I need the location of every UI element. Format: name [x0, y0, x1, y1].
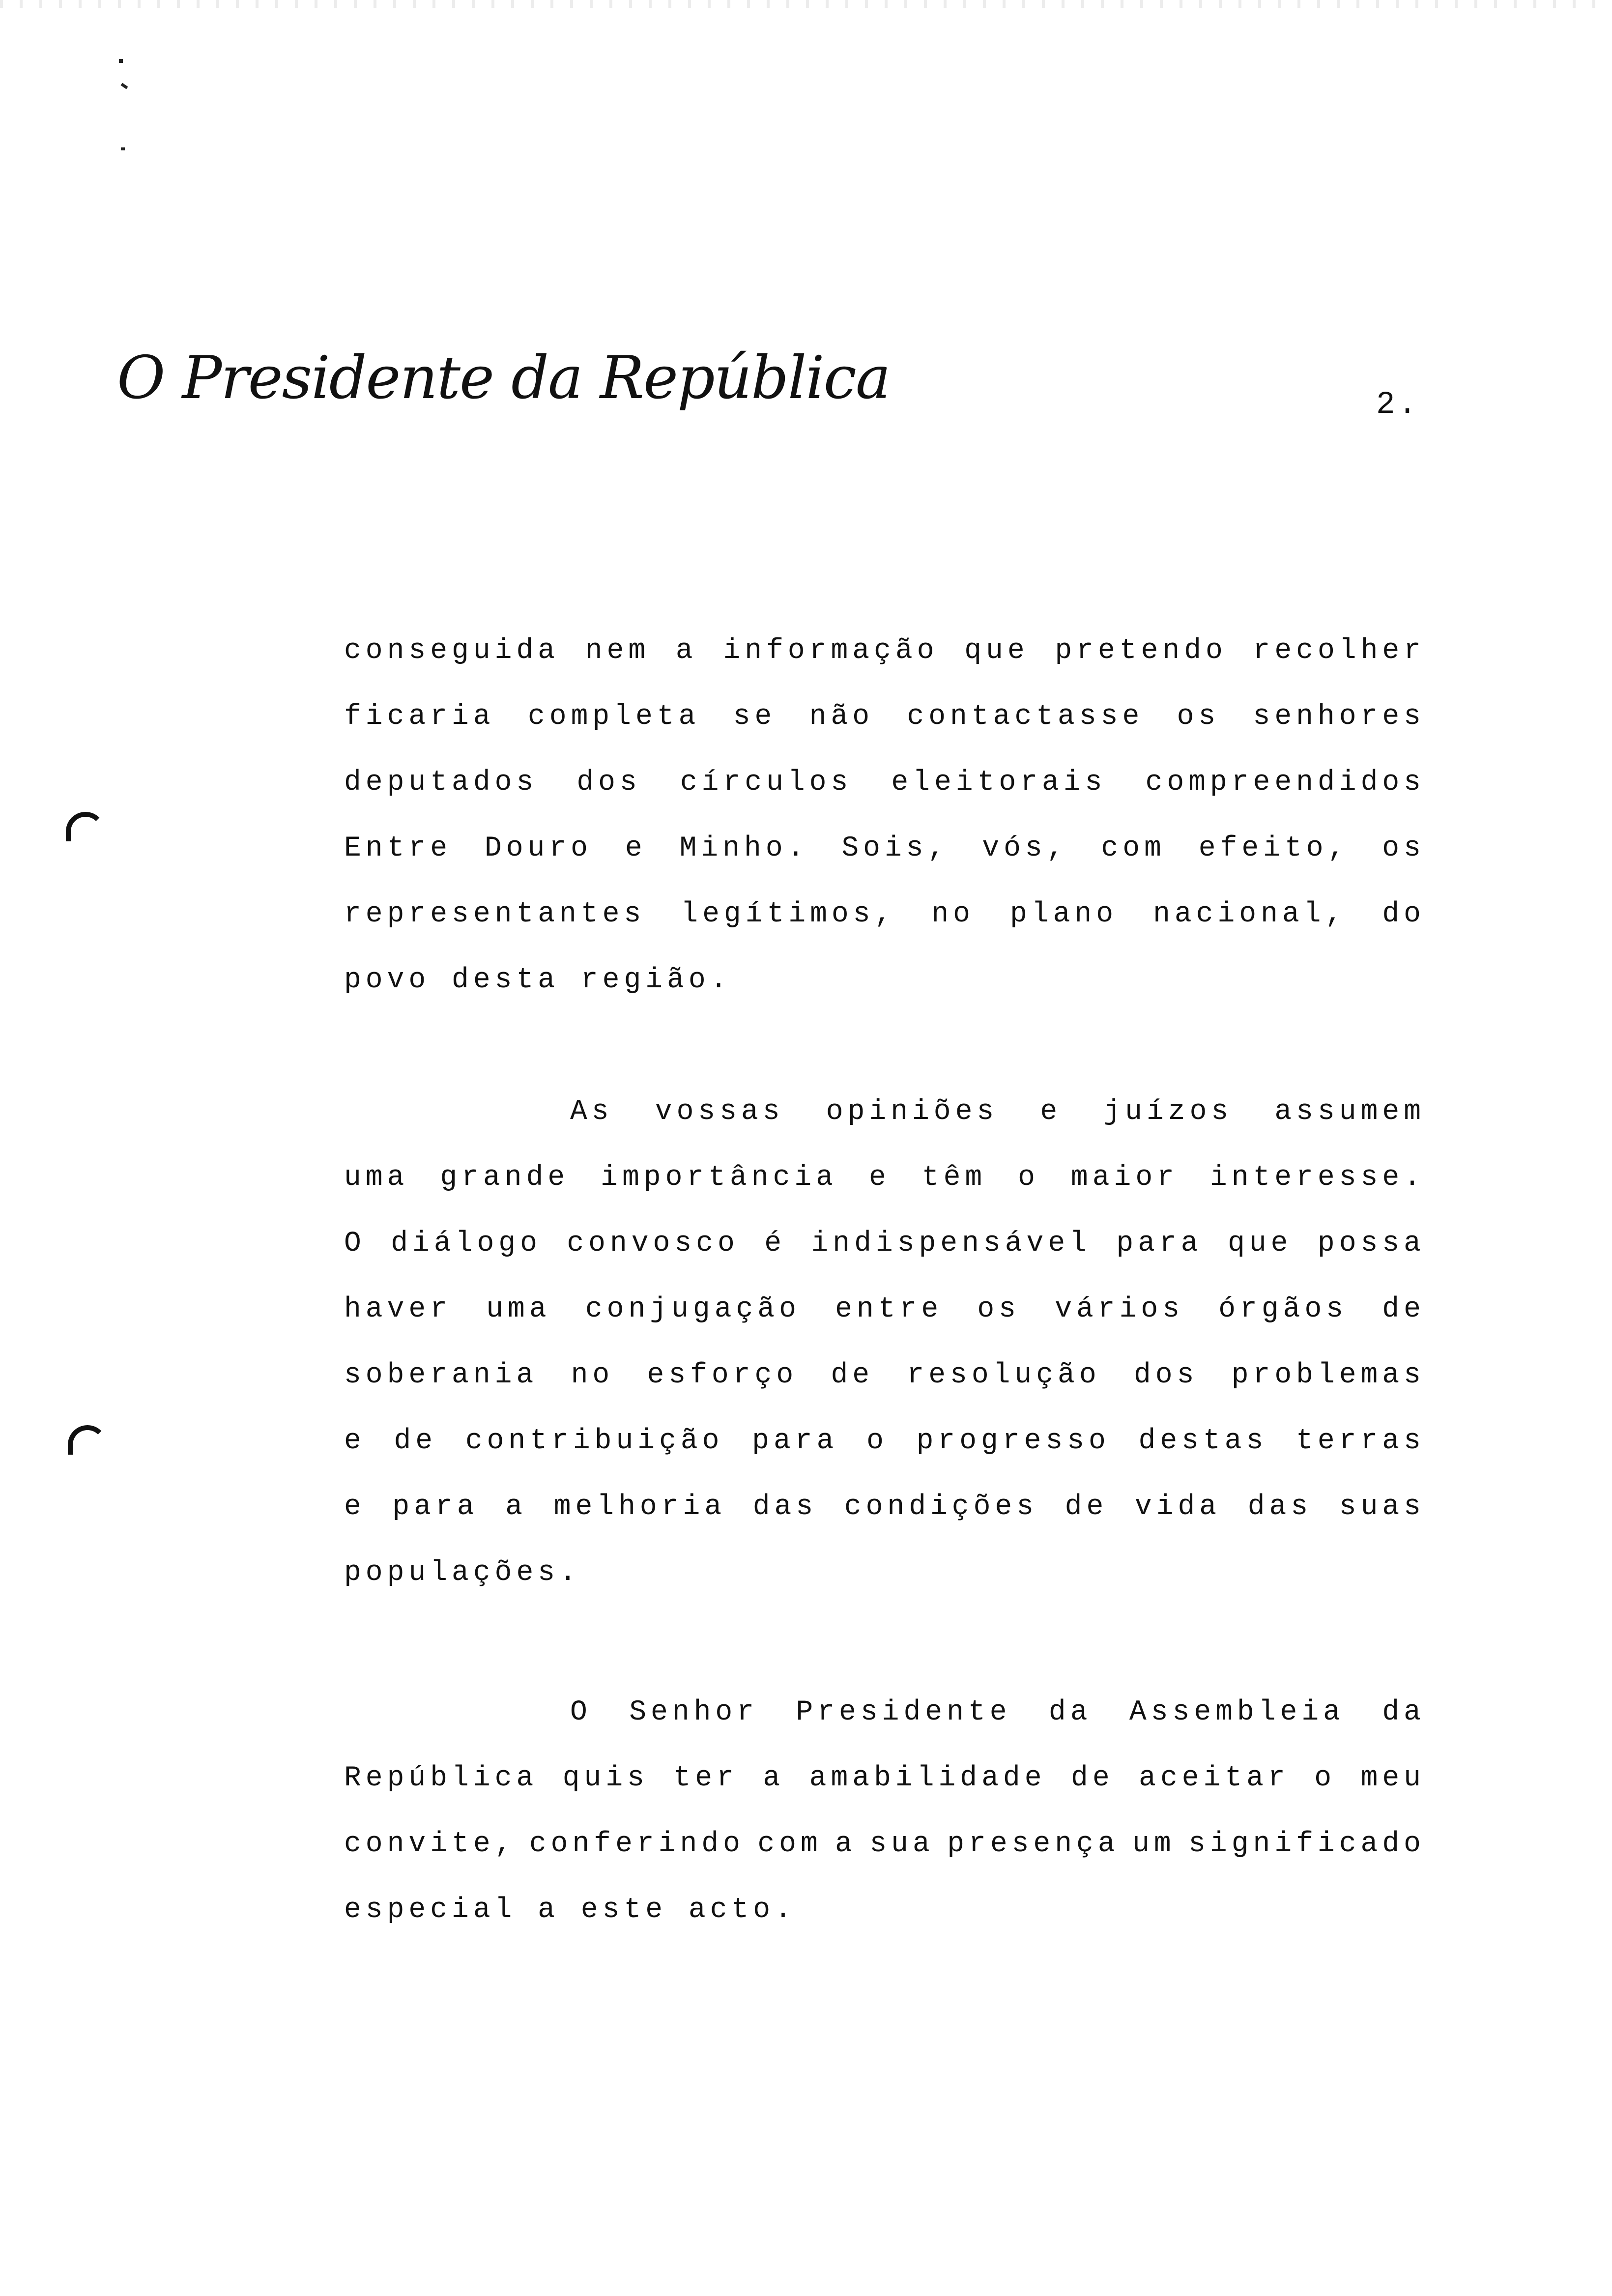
word: para: [1116, 1228, 1203, 1260]
word: de: [394, 1425, 437, 1457]
word: dos: [576, 767, 641, 799]
word: a: [505, 1491, 527, 1523]
paragraph-2: [344, 1079, 1425, 1606]
word: Senhor: [629, 1696, 759, 1728]
word: que: [1228, 1228, 1293, 1260]
word: maior: [1070, 1162, 1179, 1194]
text-line: [344, 1474, 1425, 1540]
word: As: [570, 1096, 613, 1128]
word: Minho.: [679, 832, 809, 864]
word: grande: [440, 1162, 570, 1194]
word: e: [625, 832, 647, 864]
paragraph-3: [344, 1680, 1425, 1943]
word: recolher: [1253, 635, 1425, 667]
word: nacional,: [1153, 898, 1347, 930]
paragraph-1: [344, 618, 1425, 1013]
text-line: [344, 1277, 1425, 1343]
word: os: [977, 1293, 1020, 1325]
text-line: [344, 1211, 1425, 1277]
word: presença: [947, 1828, 1120, 1860]
word: amabilidade: [809, 1762, 1046, 1794]
word: a: [675, 635, 697, 667]
word: das: [752, 1491, 818, 1523]
word: meu: [1360, 1762, 1425, 1794]
word: é: [764, 1228, 786, 1260]
word: convosco: [567, 1228, 739, 1260]
text-line: [344, 816, 1425, 882]
word: conferindo: [529, 1828, 745, 1860]
word: Presidente: [796, 1696, 1011, 1728]
word: contactasse: [907, 701, 1144, 733]
mark-dot-3: [121, 147, 125, 150]
word: importância: [601, 1162, 838, 1194]
word: a: [835, 1828, 857, 1860]
word: que: [964, 635, 1029, 667]
word: compreendidos: [1145, 767, 1425, 799]
mark-dot-2: [121, 83, 128, 89]
text-line: [344, 618, 1425, 684]
word: O: [570, 1696, 592, 1728]
scan-marks: [114, 54, 134, 162]
mark-dot-1: [119, 59, 123, 63]
text-line: [344, 1877, 1425, 1943]
word: conseguida: [344, 635, 560, 667]
text-line: [344, 1540, 1425, 1606]
word: haver: [344, 1293, 452, 1325]
text-line: [344, 684, 1425, 750]
text-line: [344, 1811, 1425, 1877]
word: órgãos: [1218, 1293, 1348, 1325]
word: convite,: [344, 1828, 517, 1860]
word: com: [757, 1828, 822, 1860]
word: uma: [344, 1162, 409, 1194]
word: resolução: [907, 1359, 1101, 1391]
text-line: [344, 1680, 1425, 1746]
word: significado: [1188, 1828, 1425, 1860]
word: ter: [673, 1762, 738, 1794]
word: se: [733, 701, 777, 733]
word: populações.: [344, 1557, 581, 1589]
word: senhores: [1253, 701, 1425, 733]
word: vós,: [982, 832, 1068, 864]
word: com: [1101, 832, 1166, 864]
word: de: [1065, 1491, 1108, 1523]
text-line: [344, 1079, 1425, 1145]
text-line: [344, 882, 1425, 947]
word: os: [1382, 832, 1425, 864]
word: especial a este acto.: [344, 1894, 796, 1926]
word: de: [1071, 1762, 1114, 1794]
word: e: [1040, 1096, 1062, 1128]
word: efeito,: [1198, 832, 1350, 864]
word: uma: [486, 1293, 551, 1325]
word: esforço: [647, 1359, 798, 1391]
word: a: [763, 1762, 785, 1794]
word: interesse.: [1209, 1162, 1425, 1194]
text-line: [344, 1343, 1425, 1408]
page-number: 2.: [1376, 387, 1420, 423]
word: ficaria: [344, 701, 495, 733]
word: pretendo: [1055, 635, 1227, 667]
word: e: [869, 1162, 891, 1194]
word: Assembleia: [1129, 1696, 1345, 1728]
word: juízos: [1103, 1096, 1233, 1128]
punch-hole-bottom: [68, 1425, 107, 1455]
word: o: [1018, 1162, 1039, 1194]
word: quis: [562, 1762, 649, 1794]
word: de: [831, 1359, 874, 1391]
word: da: [1382, 1696, 1425, 1728]
word: não: [809, 701, 874, 733]
word: suas: [1339, 1491, 1425, 1523]
word: progresso: [916, 1425, 1110, 1457]
text-line: [344, 947, 1425, 1013]
word: no: [931, 898, 975, 930]
word: os: [1177, 701, 1220, 733]
word: sua: [869, 1828, 934, 1860]
word: vida: [1134, 1491, 1221, 1523]
word: República: [344, 1762, 538, 1794]
word: legítimos,: [681, 898, 896, 930]
word: no: [571, 1359, 614, 1391]
word: assumem: [1274, 1096, 1425, 1128]
word: problemas: [1231, 1359, 1425, 1391]
word: destas: [1138, 1425, 1268, 1457]
word: plano: [1010, 898, 1118, 930]
word: eleitorais: [891, 767, 1107, 799]
word: opiniões: [826, 1096, 999, 1128]
word: Douro: [484, 832, 592, 864]
word: nem: [585, 635, 650, 667]
letterhead-title: O Presidente da República: [117, 344, 890, 412]
word: povo desta região.: [344, 964, 732, 996]
text-line: [344, 1145, 1425, 1211]
word: e: [344, 1491, 366, 1523]
word: para: [392, 1491, 479, 1523]
word: dos: [1133, 1359, 1199, 1391]
word: o: [866, 1425, 888, 1457]
word: do: [1382, 898, 1425, 930]
word: contribuição: [465, 1425, 724, 1457]
word: soberania: [344, 1359, 538, 1391]
word: condições: [844, 1491, 1038, 1523]
text-line: [344, 1746, 1425, 1811]
word: aceitar: [1139, 1762, 1290, 1794]
word: indispensável: [811, 1228, 1091, 1260]
word: Sois,: [841, 832, 950, 864]
word: completa: [527, 701, 700, 733]
word: um: [1132, 1828, 1176, 1860]
word: da: [1048, 1696, 1092, 1728]
word: entre: [835, 1293, 943, 1325]
word: vários: [1055, 1293, 1184, 1325]
word: terras: [1296, 1425, 1425, 1457]
text-line: [344, 750, 1425, 816]
word: diálogo: [391, 1228, 542, 1260]
word: têm: [921, 1162, 987, 1194]
word: para: [752, 1425, 838, 1457]
text-line: [344, 1408, 1425, 1474]
word: Entre: [344, 832, 452, 864]
word: círculos: [680, 767, 853, 799]
word: melhoria: [553, 1491, 726, 1523]
word: o: [1314, 1762, 1336, 1794]
punch-hole-top: [66, 812, 105, 841]
word: de: [1382, 1293, 1425, 1325]
word: vossas: [655, 1096, 784, 1128]
word: e: [344, 1425, 366, 1457]
word: das: [1247, 1491, 1313, 1523]
word: possa: [1317, 1228, 1425, 1260]
word: conjugação: [585, 1293, 801, 1325]
word: O: [344, 1228, 366, 1260]
word: informação: [723, 635, 939, 667]
word: deputados: [344, 767, 538, 799]
scan-edge-noise: [0, 0, 1612, 8]
word: representantes: [344, 898, 646, 930]
